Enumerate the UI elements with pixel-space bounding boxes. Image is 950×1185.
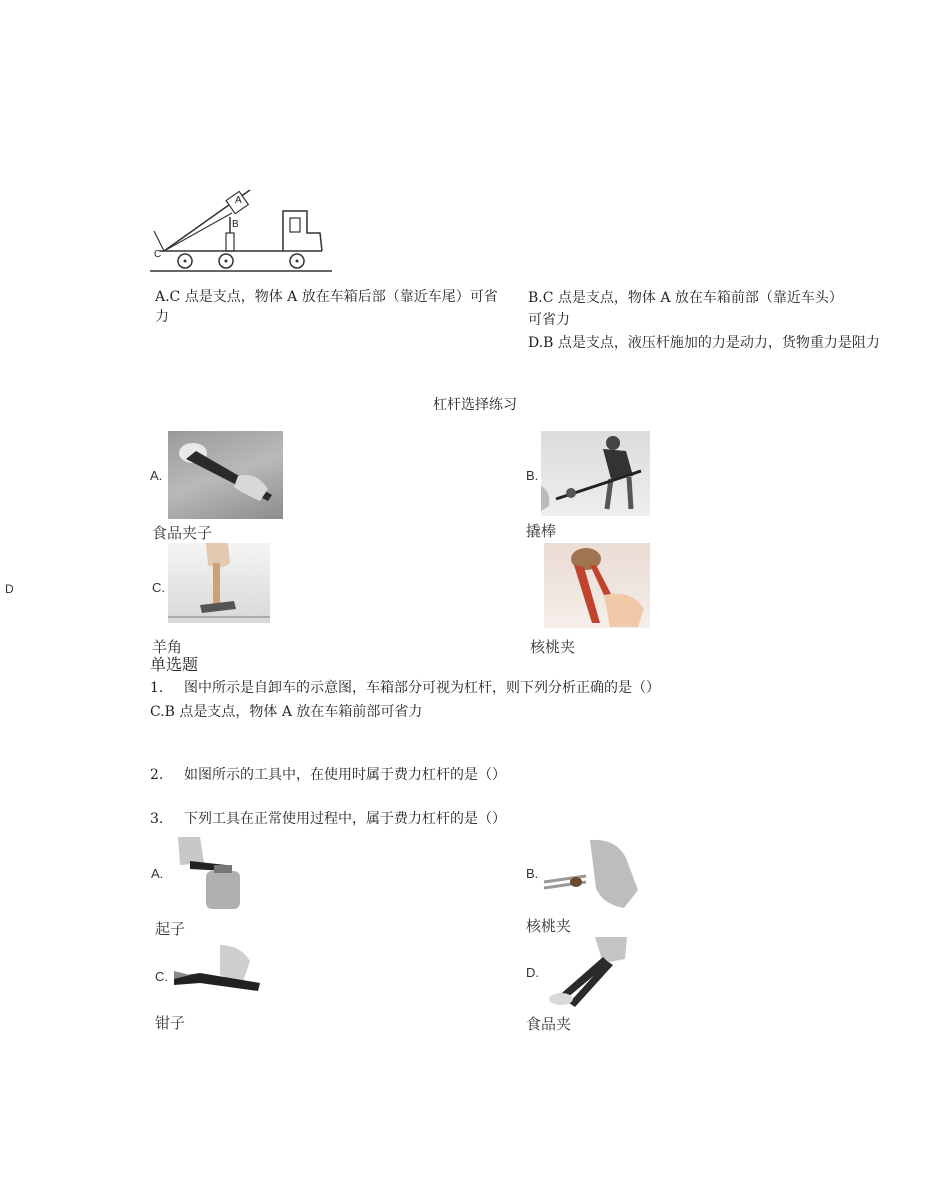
q1-option-a-text: A.C 点是支点，物体 A 放在车箱后部（靠近车尾）可省力 [155,289,498,325]
dump-truck-diagram [150,185,335,275]
lever-option-b-letter: B. [526,468,539,483]
pliers-photo [170,945,262,1001]
q3-option-c-caption: 钳子 [155,1014,186,1032]
question-1 [150,678,660,698]
crowbar-photo [541,431,650,516]
q1-option-c: C.B 点是支点，物体 A 放在车箱前部可省力 [150,704,423,720]
claw-hammer-photo [168,543,270,623]
question-2-text: 如图所示的工具中，在使用时属于费力杠杆的是（） [184,767,506,783]
q3-option-c-letter: C. [155,969,168,984]
q3-option-d-caption: 食品夹 [526,1015,572,1033]
nutcracker-photo [544,543,650,628]
truck-label-c: C [154,249,162,260]
food-tongs-photo [168,431,283,519]
q1-option-d-text: D.B 点是支点，液压杆施加的力是动力，货物重力是阻力 [528,335,880,351]
lever-option-b-caption: 撬棒 [526,522,557,540]
q1-option-b-line2: 可省力 [528,312,570,328]
q3-option-b-caption: 核桃夹 [526,917,572,935]
q3-option-a-letter: A. [151,866,164,881]
question-2-number: 2. [150,767,164,783]
q3-option-d-letter: D. [526,965,539,980]
lever-option-a-caption: 食品夹子 [152,524,213,542]
question-3 [150,809,506,829]
single-choice-heading: 单选题 [150,655,199,674]
truck-label-b: B [232,219,239,230]
question-1-text: 图中所示是自卸车的示意图，车箱部分可视为杠杆，则下列分析正确的是（） [184,680,660,696]
margin-mark: D [5,582,14,596]
q1-option-d [528,333,888,363]
bottle-opener-photo [170,835,244,909]
food-tongs-small-photo [545,937,631,1009]
lever-option-d-caption: 核桃夹 [530,638,576,656]
truck-label-a: A [235,195,242,206]
question-3-text: 下列工具在正常使用过程中，属于费力杠杆的是（） [184,811,506,827]
question-1-number: 1. [150,680,164,696]
question-3-number: 3. [150,811,164,827]
section-title: 杠杆选择练习 [433,397,517,413]
lever-option-c-caption: 羊角 [152,638,183,656]
lever-option-c-letter: C. [152,580,165,595]
q3-option-a-caption: 起子 [155,920,186,938]
q3-option-b-letter: B. [526,866,539,881]
nutcracker-tool-photo [542,838,640,910]
question-2 [150,765,506,785]
q1-option-a [155,287,505,325]
q1-option-b-line1: B.C 点是支点，物体 A 放在车箱前部（靠近车头） [528,290,843,306]
lever-option-a-letter: A. [150,468,163,483]
